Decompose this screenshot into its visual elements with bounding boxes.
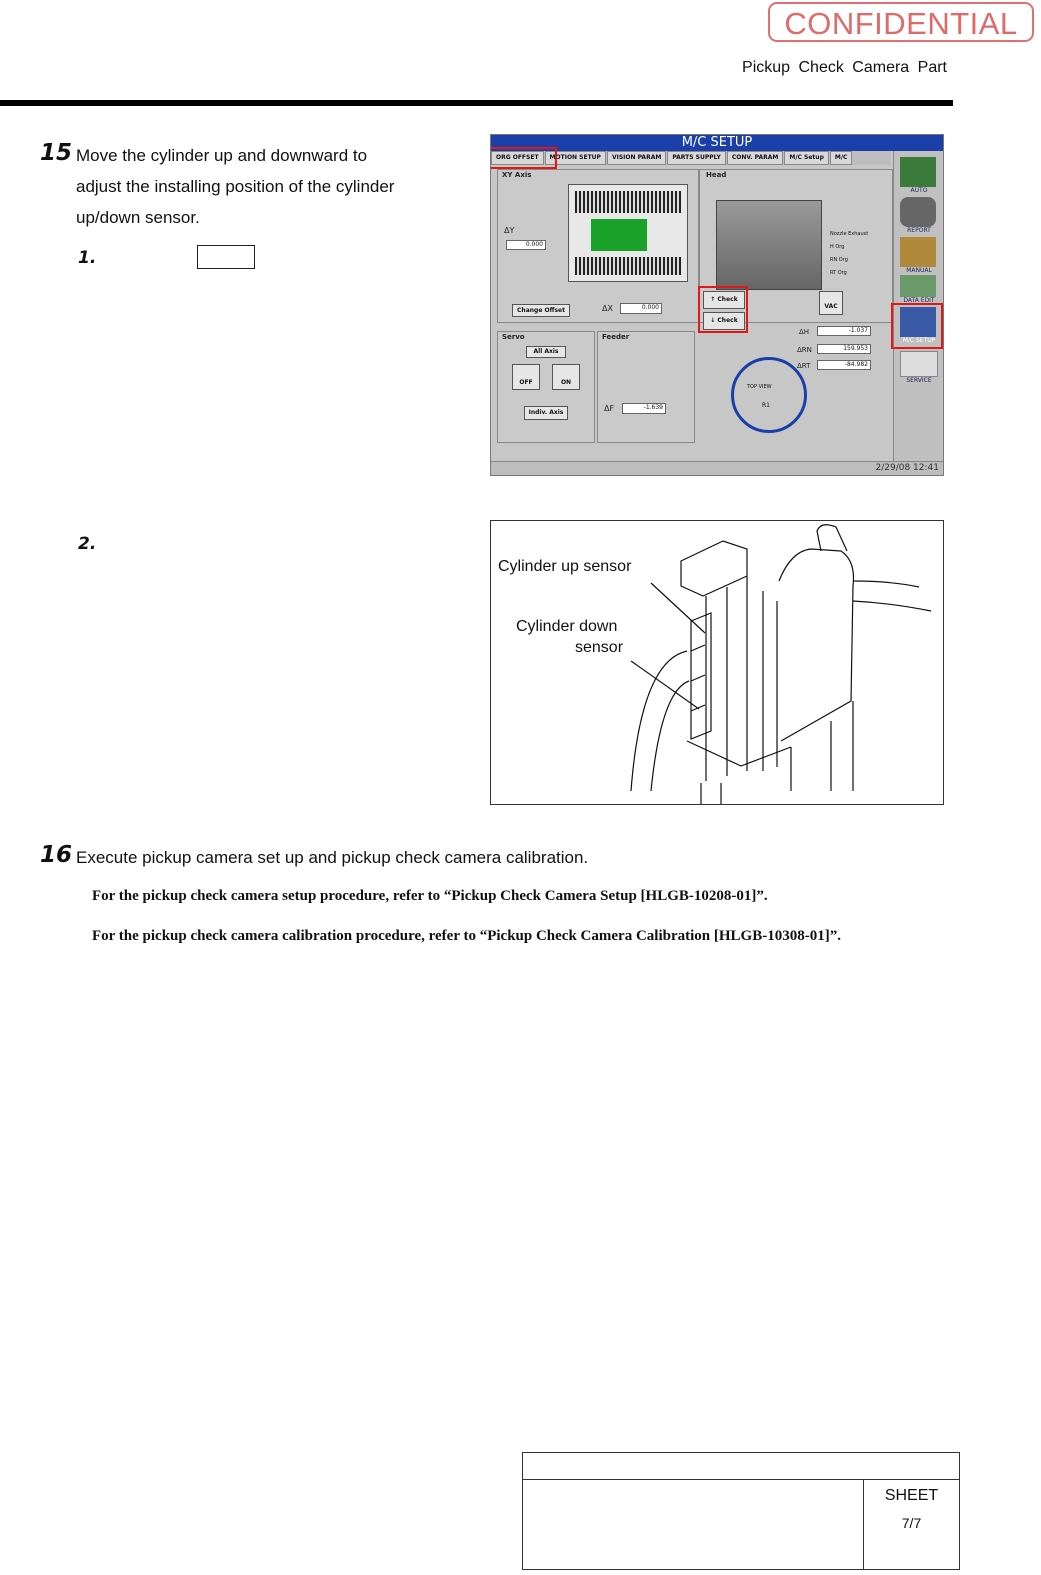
highlight-check-buttons [698, 286, 748, 333]
data-edit-icon[interactable] [900, 275, 936, 297]
dh-label: ΔH [799, 328, 810, 336]
option-rt-org[interactable]: RT Org [830, 270, 847, 276]
option-rn-org[interactable]: RN Org [830, 257, 848, 263]
servo-label: Servo [502, 333, 525, 341]
document-title: Pickup Check Camera Part [742, 59, 947, 76]
confidential-stamp: CONFIDENTIAL [768, 2, 1034, 42]
arrow-up-icon: ↑ [710, 296, 718, 303]
screen-titlebar [491, 135, 943, 151]
dy-field[interactable]: 0.000 [506, 240, 546, 250]
change-offset-button[interactable]: Change Offset [512, 304, 570, 317]
reference-setup: For the pickup check camera setup procedure, refer to “Pickup Check Camera Setup [HLGB-10208-01]”. [92, 888, 768, 904]
cylinder-up-sensor-label: Cylinder up sensor [498, 558, 632, 575]
highlight-org-offset [490, 147, 557, 169]
side-auto-label: AUTO [910, 187, 928, 194]
xy-axis-label: XY Axis [502, 171, 532, 179]
step-15-line: up/down sensor. [76, 208, 200, 227]
df-label: ΔF [604, 404, 615, 413]
status-bar [491, 461, 943, 476]
r1-label: R1 [762, 402, 770, 409]
cylinder-sensor-figure [490, 520, 944, 805]
xy-table-image [568, 184, 688, 282]
feeder-rack-bottom [575, 257, 681, 275]
step-15-line: adjust the installing position of the cylinder [76, 177, 395, 196]
step-number-16: 16 [40, 842, 73, 868]
indiv-axis-button[interactable]: Indiv. Axis [524, 406, 568, 420]
key-box [197, 245, 255, 269]
dx-label: ΔX [602, 304, 613, 313]
dh-field[interactable]: -1.037 [817, 326, 871, 336]
side-manual-label: MANUAL [906, 267, 932, 274]
side-data-edit-label: DATA EDIT [903, 297, 935, 304]
screen-title: M/C SETUP [681, 135, 753, 150]
all-axis-button[interactable]: All Axis [526, 346, 566, 358]
step-15-line: Move the cylinder up and downward to [76, 146, 368, 165]
top-view-label: TOP VIEW [747, 384, 772, 390]
dy-label: ΔY [504, 226, 515, 235]
side-report-label: REPORT [907, 227, 931, 234]
sheet-value: 7/7 [901, 1515, 922, 1531]
reference-calibration: For the pickup check camera calibration procedure, refer to “Pickup Check Camera Calibration [HLGB-10308-01]”. [92, 928, 841, 944]
head-image [716, 200, 822, 290]
tab-mc-setup[interactable]: M/C Setup [784, 151, 828, 165]
drn-label: ΔRN [797, 346, 812, 354]
tab-parts-supply[interactable]: PARTS SUPPLY [667, 151, 726, 165]
auto-icon[interactable] [900, 157, 936, 187]
arrow-down-icon: ↓ [710, 317, 718, 324]
sheet-label: SHEET [884, 1487, 939, 1504]
step-15-text [76, 140, 394, 233]
header-rule [0, 100, 953, 106]
servo-panel [497, 331, 595, 443]
service-icon[interactable] [900, 351, 938, 377]
status-time: 2/29/08 12:41 [875, 463, 939, 473]
head-label: Head [706, 171, 727, 179]
side-service-label: SERVICE [906, 377, 932, 384]
feeder-rack-top [575, 191, 681, 213]
df-field[interactable]: -1.639 [622, 403, 666, 414]
vac-button[interactable]: VAC [819, 291, 843, 315]
head-options [830, 228, 868, 280]
servo-on-button[interactable]: ON [552, 364, 580, 390]
xy-axis-panel [497, 169, 699, 323]
mc-setup-screenshot [490, 134, 944, 476]
head-top-view [731, 357, 807, 433]
tab-mc[interactable]: M/C [830, 151, 853, 165]
footer-title-block [522, 1452, 960, 1570]
drn-field[interactable]: 159.953 [817, 344, 871, 354]
step-16-text: Execute pickup camera set up and pickup check camera calibration. [76, 848, 589, 867]
dx-field[interactable]: 0.000 [620, 303, 662, 314]
cylinder-down-sensor-label: Cylinder down [516, 618, 618, 635]
tab-vision-param[interactable]: VISION PARAM [607, 151, 666, 165]
drt-label: ΔRT [797, 362, 811, 370]
option-nozzle-exhaust[interactable]: Nozzle Exhaust [830, 231, 869, 237]
servo-off-button[interactable]: OFF [512, 364, 540, 390]
cylinder-down-sensor-label-2: sensor [575, 639, 624, 656]
highlight-mc-setup [891, 303, 943, 349]
step-number-15: 15 [40, 140, 73, 166]
tab-conv-param[interactable]: CONV. PARAM [727, 151, 784, 165]
manual-icon[interactable] [900, 237, 936, 267]
drt-field[interactable]: -84.982 [817, 360, 871, 370]
cylinder-up-check-button[interactable]: ↑ Check [703, 291, 745, 309]
board-area [591, 219, 647, 251]
tab-org-offset[interactable]: ORG OFFSET [491, 151, 544, 165]
cylinder-down-check-button[interactable]: ↓ Check [703, 312, 745, 330]
substep-1: 1. [78, 248, 97, 268]
side-mc-setup-label: M/C SETUP [902, 337, 936, 344]
feeder-panel [597, 331, 695, 443]
report-icon[interactable] [900, 197, 936, 227]
tab-motion-setup[interactable]: MOTION SETUP [545, 151, 606, 165]
footer-rule [523, 1479, 959, 1480]
feeder-label: Feeder [602, 333, 630, 341]
substep-2: 2. [78, 534, 97, 554]
option-h-org[interactable]: H Org [830, 244, 845, 250]
